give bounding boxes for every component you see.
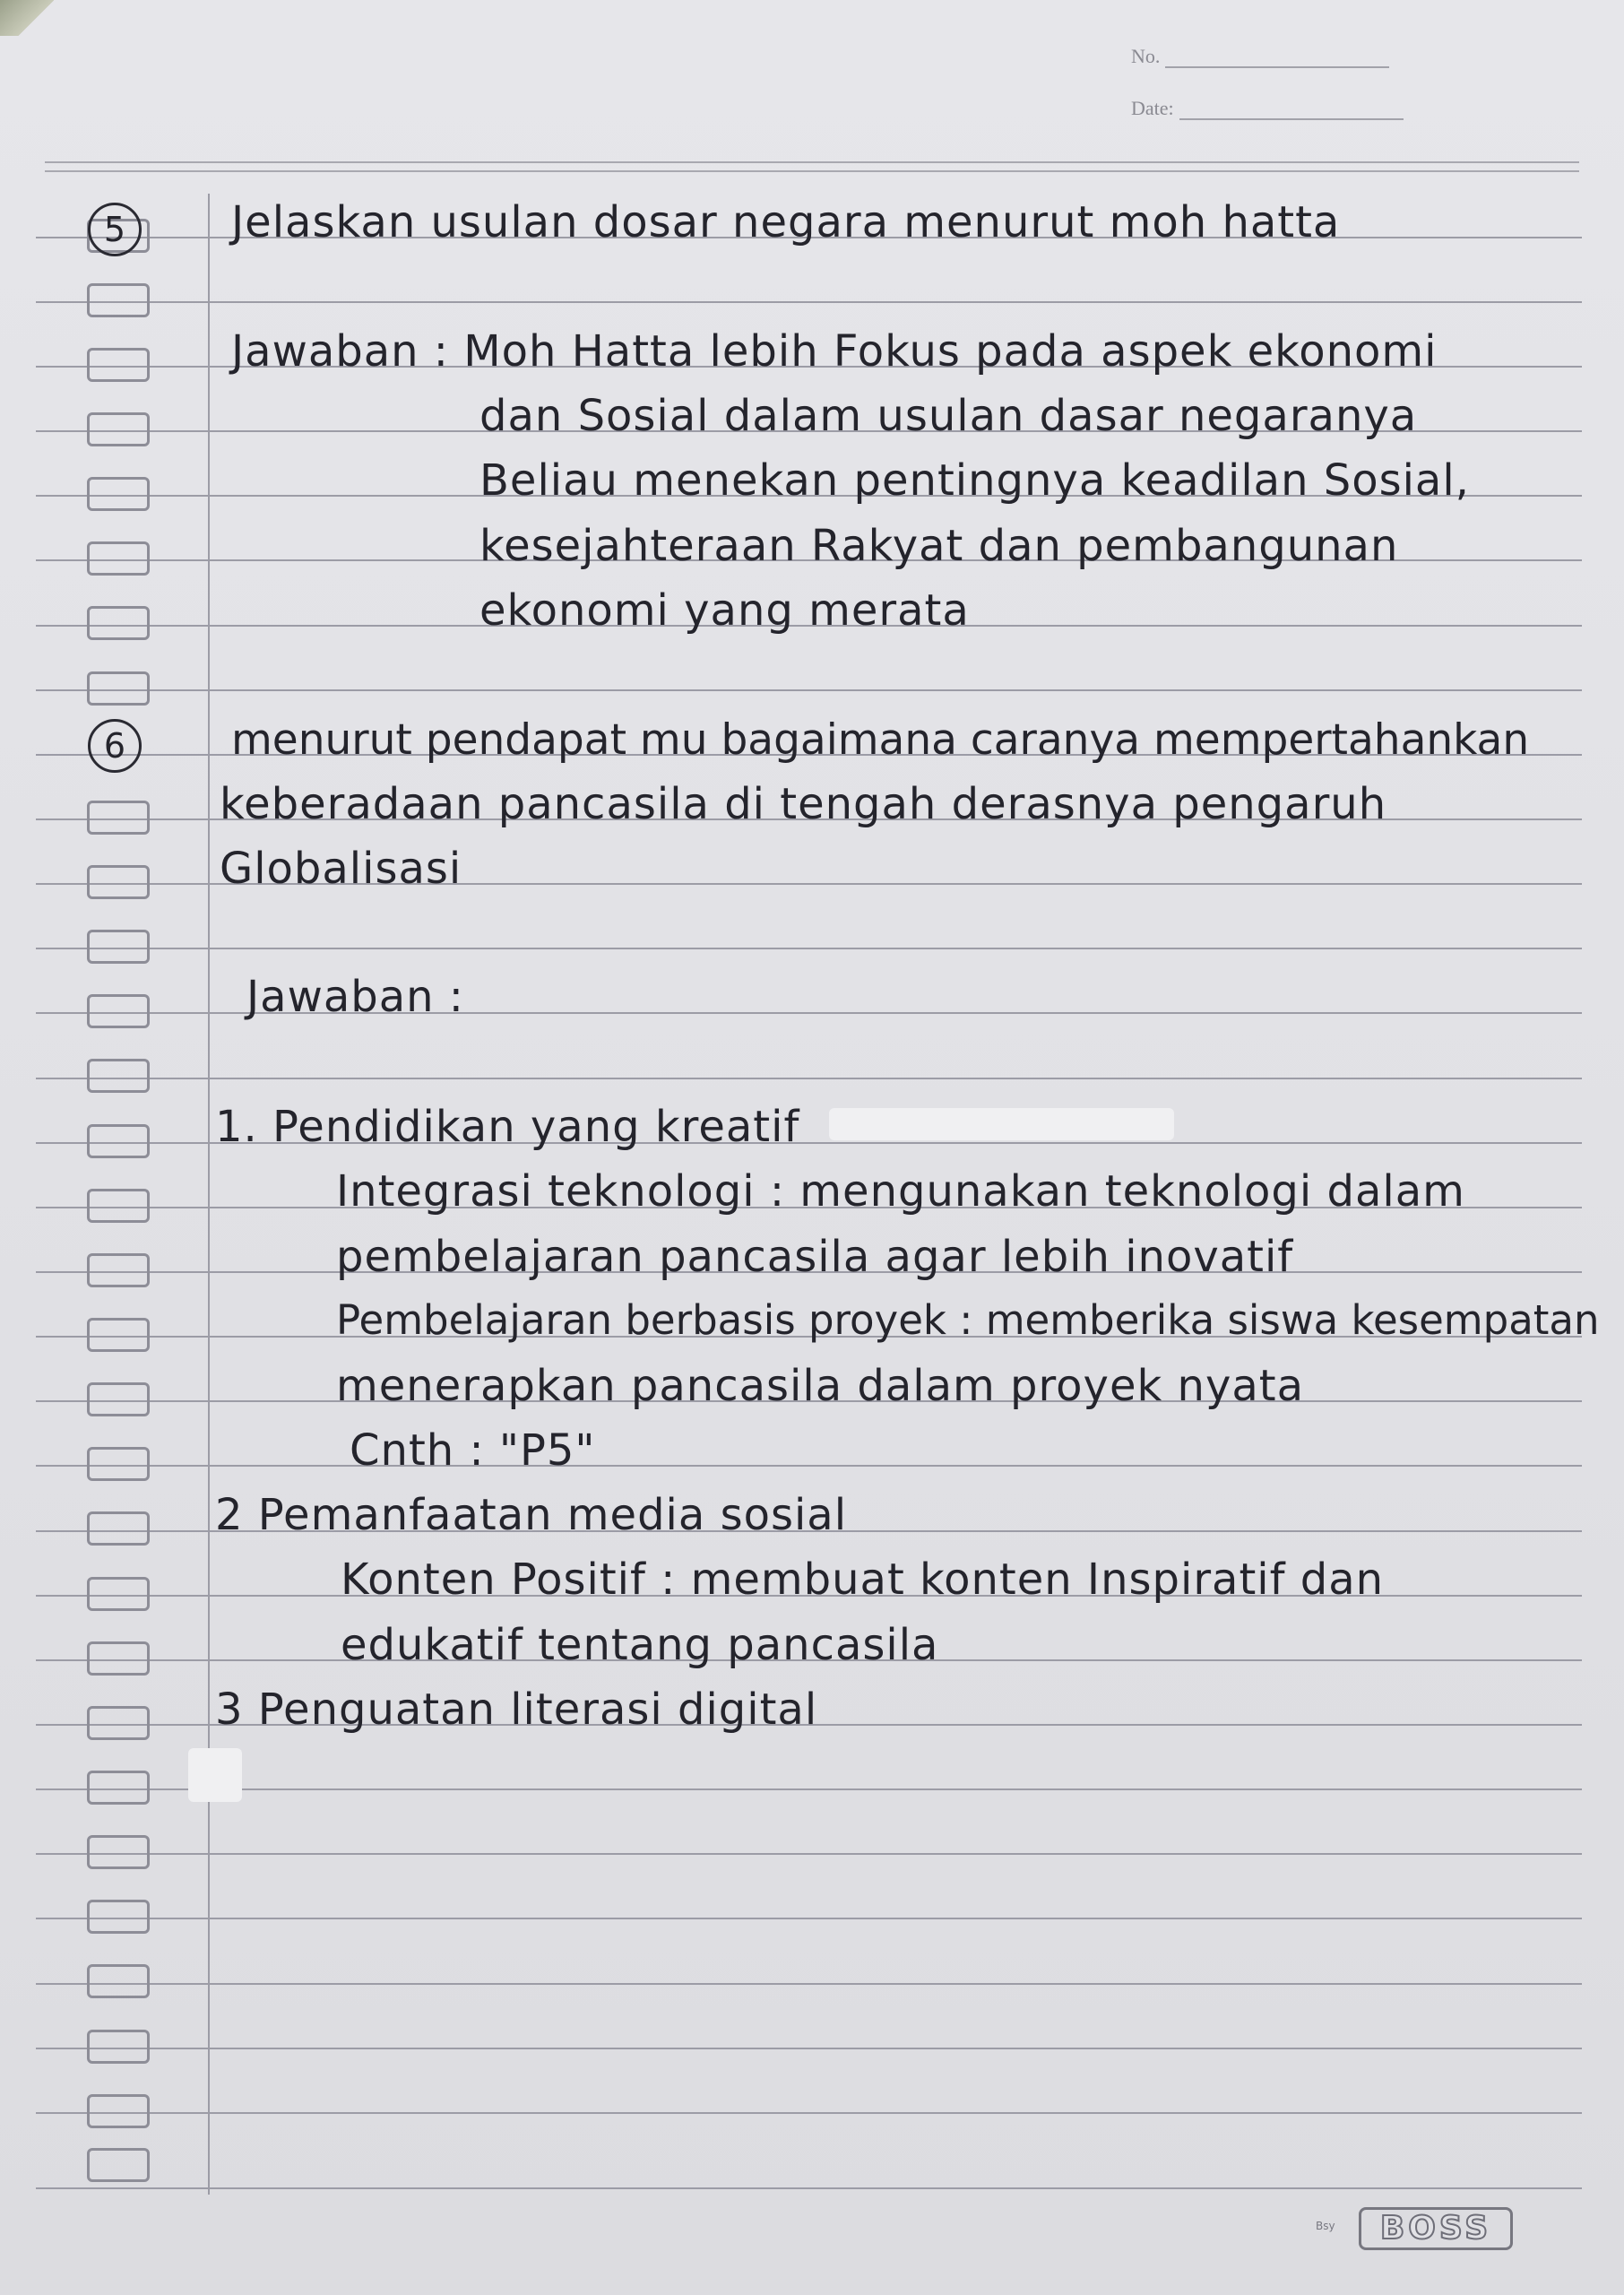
- margin-box: [87, 1253, 150, 1287]
- margin-box: [87, 1900, 150, 1934]
- margin-box: [87, 1771, 150, 1805]
- question-6-line: Globalisasi: [220, 844, 462, 894]
- brand-logo: BOSS: [1359, 2207, 1513, 2250]
- answer-6-line: Pembelajaran berbasis proyek : memberika siswa kesempatan: [336, 1296, 1600, 1344]
- answer-5-line: kesejahteraan Rakyat dan pembangunan: [479, 521, 1399, 571]
- no-underline: [1165, 66, 1389, 68]
- margin-box: [87, 1641, 150, 1676]
- margin-box: [87, 671, 150, 706]
- margin-box: [87, 1124, 150, 1158]
- margin-box: [87, 994, 150, 1028]
- margin-box: [87, 930, 150, 964]
- margin-line: [208, 194, 210, 2195]
- date-label: Date:: [1131, 97, 1174, 119]
- margin-box: [87, 2148, 150, 2182]
- answer-5-line: Beliau menekan pentingnya keadilan Sosial,: [479, 455, 1470, 506]
- rule-line: [36, 1918, 1582, 1919]
- answer-6-line: edukatif tentang pancasila: [341, 1620, 939, 1670]
- answer-6-line: Integrasi teknologi : mengunakan teknologi dalam: [336, 1166, 1465, 1217]
- margin-box: [87, 1318, 150, 1352]
- margin-box: [87, 1059, 150, 1093]
- margin-box: [87, 2030, 150, 2064]
- rule-line: [36, 2048, 1582, 2049]
- margin-box: [87, 1511, 150, 1546]
- no-field: [1131, 45, 1389, 68]
- margin-box: [87, 801, 150, 835]
- correction-patch: [188, 1748, 242, 1802]
- margin-box: [87, 541, 150, 576]
- rule-line: [36, 1788, 1582, 1790]
- rule-line: [36, 1078, 1582, 1079]
- margin-box: [87, 1706, 150, 1740]
- margin-box: [87, 1577, 150, 1611]
- date-underline: [1179, 118, 1404, 120]
- rule-line: [36, 948, 1582, 949]
- question-5-text: Jelaskan usulan dosar negara menurut moh hatta: [231, 197, 1341, 247]
- margin-box: [87, 283, 150, 317]
- question-number-6: 6: [88, 719, 142, 773]
- margin-box: [87, 1964, 150, 1998]
- question-6-line: menurut pendapat mu bagaimana caranya mempertahankan: [231, 715, 1530, 765]
- answer-6-line: Cnth : "P5": [350, 1425, 596, 1476]
- margin-box: [87, 1382, 150, 1416]
- date-field: [1131, 97, 1404, 120]
- question-6-line: keberadaan pancasila di tengah derasnya pengaruh: [220, 779, 1387, 829]
- answer-6-line: Konten Positif : membuat konten Inspiratif dan: [341, 1555, 1385, 1605]
- margin-box: [87, 606, 150, 640]
- rule-line: [36, 1465, 1582, 1467]
- answer-6-line: 1. Pendidikan yang kreatif: [215, 1102, 800, 1152]
- page-corner: [0, 0, 54, 36]
- no-label: No.: [1131, 45, 1161, 67]
- margin-box: [87, 348, 150, 382]
- margin-box: [87, 1835, 150, 1869]
- answer-6-label: Jawaban :: [246, 972, 464, 1022]
- margin-box: [87, 412, 150, 446]
- brand-small-text: Bsy: [1316, 2220, 1335, 2232]
- margin-box: [87, 1189, 150, 1223]
- answer-6-line: 2 Pemanfaatan media sosial: [215, 1490, 848, 1540]
- rule-line: [36, 1853, 1582, 1855]
- margin-box: [87, 865, 150, 899]
- answer-5-line: Jawaban : Moh Hatta lebih Fokus pada aspek ekonomi: [231, 326, 1438, 377]
- margin-box: [87, 477, 150, 511]
- answer-6-line: pembelajaran pancasila agar lebih inovatif: [336, 1232, 1294, 1282]
- rule-line: [36, 301, 1582, 303]
- answer-5-line: dan Sosial dalam usulan dasar negaranya: [479, 391, 1418, 441]
- top-rule-2: [45, 170, 1579, 172]
- answer-6-line: 3 Penguatan literasi digital: [215, 1684, 818, 1735]
- margin-box: [87, 2094, 150, 2128]
- question-number-5: 5: [88, 203, 142, 256]
- margin-box: [87, 1447, 150, 1481]
- rule-line: [36, 2187, 1582, 2189]
- rule-line: [36, 1983, 1582, 1985]
- top-rule: [45, 161, 1579, 163]
- rule-line: [36, 2112, 1582, 2114]
- correction-patch: [829, 1108, 1174, 1140]
- rule-line: [36, 689, 1582, 691]
- answer-6-line: menerapkan pancasila dalam proyek nyata: [336, 1361, 1304, 1411]
- answer-5-line: ekonomi yang merata: [479, 585, 970, 636]
